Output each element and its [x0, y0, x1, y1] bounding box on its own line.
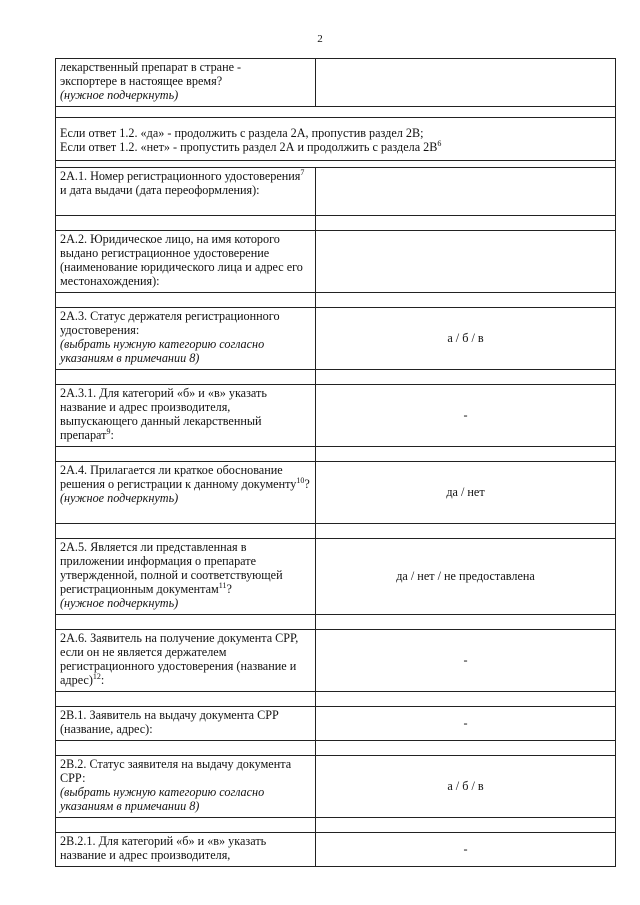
question-text: 2А.1. Номер регистрационного удостоверения — [60, 169, 301, 183]
question-text: ? — [226, 582, 232, 596]
table-row — [56, 308, 616, 370]
answer-value: да / нет — [446, 485, 485, 499]
question-cell — [56, 539, 316, 615]
note-line: Если ответ 1.2. «да» - продолжить с раздела 2А, пропустив раздел 2В; — [60, 126, 424, 140]
spacer-row — [56, 370, 616, 385]
table-row — [56, 59, 616, 107]
spacer-row — [56, 524, 616, 539]
answer-cell[interactable] — [316, 462, 616, 524]
footnote-ref: 6 — [437, 138, 442, 148]
spacer-row — [56, 216, 616, 231]
answer-value: - — [463, 653, 468, 667]
note-row — [56, 118, 616, 161]
spacer-row — [56, 447, 616, 462]
answer-value: - — [463, 716, 468, 730]
question-hint: (нужное подчеркнуть) — [60, 596, 179, 610]
question-text: 2А.2. Юридическое лицо, на имя которого выдано регистрационное удостоверение (наименование юридического лица и адрес его местонахождения): — [60, 232, 303, 288]
table-row — [56, 756, 616, 818]
answer-cell[interactable] — [316, 833, 616, 867]
question-text: 2В.1. Заявитель на выдачу документа СРР (название, адрес): — [60, 708, 279, 736]
question-hint: (выбрать нужную категорию согласно указаниям в примечании 8) — [60, 337, 265, 365]
question-cell — [56, 385, 316, 447]
question-text: 2А.5. Является ли представленная в приложении информация о препарате утвержденной, полной и соответствующей регистрационным документам — [60, 540, 283, 596]
question-text: : — [110, 428, 114, 442]
answer-value: - — [463, 842, 468, 856]
question-text: : — [100, 673, 105, 687]
table-row — [56, 462, 616, 524]
form-table — [55, 58, 616, 867]
question-hint: (нужное подчеркнуть) — [60, 491, 179, 505]
question-text: лекарственный препарат в стране - — [60, 60, 242, 74]
spacer-row — [56, 293, 616, 308]
table-row — [56, 707, 616, 741]
spacer-row — [56, 818, 616, 833]
question-cell — [56, 308, 316, 370]
question-hint: (нужное подчеркнуть) — [60, 88, 179, 102]
answer-value: да / нет / не предоставлена — [396, 569, 535, 583]
answer-cell[interactable] — [316, 308, 616, 370]
spacer-row — [56, 741, 616, 756]
answer-value: а / б / в — [447, 331, 484, 345]
form-document — [55, 58, 615, 867]
answer-value: - — [463, 408, 468, 422]
footnote-ref: 10 — [296, 475, 305, 485]
note-line: Если ответ 1.2. «нет» - пропустить раздел 2А и продолжить с раздела 2В — [60, 140, 438, 154]
spacer-row — [56, 692, 616, 707]
question-cell — [56, 630, 316, 692]
table-row — [56, 833, 616, 867]
footnote-ref: 11 — [218, 580, 227, 590]
answer-cell[interactable] — [316, 630, 616, 692]
footnote-ref: 12 — [92, 671, 101, 681]
question-text: 2А.6. Заявитель на получение документа СРР, если он не является держателем регистрационного удостоверения (название и адрес) — [60, 631, 299, 687]
answer-cell[interactable] — [316, 539, 616, 615]
question-text: 2А.4. Прилагается ли краткое обоснование решения о регистрации к данному документу — [60, 463, 297, 491]
question-text: 2В.2.1. Для категорий «б» и «в» указать название и адрес производителя, — [60, 834, 267, 862]
question-text: 2А.3. Статус держателя регистрационного удостоверения: — [60, 309, 280, 337]
answer-value: а / б / в — [447, 779, 484, 793]
note-cell — [56, 118, 616, 161]
question-hint: (выбрать нужную категорию согласно указаниям в примечании 8) — [60, 785, 265, 813]
spacer-row — [56, 161, 616, 168]
question-text: 2А.3.1. Для категорий «б» и «в» указать название и адрес производителя, выпускающего данный лекарственный препарат — [60, 386, 267, 442]
table-row — [56, 630, 616, 692]
question-cell — [56, 59, 316, 107]
answer-cell[interactable] — [316, 756, 616, 818]
question-text: 2В.2. Статус заявителя на выдачу документа СРР: — [60, 757, 292, 785]
question-text: ? — [304, 477, 310, 491]
question-cell — [56, 707, 316, 741]
question-cell — [56, 756, 316, 818]
question-cell — [56, 833, 316, 867]
table-row — [56, 168, 616, 216]
table-row — [56, 231, 616, 293]
question-text: экспортере в настоящее время? — [60, 74, 223, 88]
page-number: 2 — [317, 33, 323, 45]
answer-cell[interactable] — [316, 59, 616, 107]
spacer-row — [56, 107, 616, 118]
spacer-row — [56, 615, 616, 630]
answer-cell[interactable] — [316, 231, 616, 293]
answer-cell[interactable] — [316, 707, 616, 741]
answer-cell[interactable] — [316, 385, 616, 447]
question-cell — [56, 462, 316, 524]
footnote-ref: 7 — [300, 167, 305, 177]
table-row — [56, 539, 616, 615]
table-row — [56, 385, 616, 447]
footnote-ref: 9 — [106, 426, 111, 436]
question-cell — [56, 231, 316, 293]
answer-cell[interactable] — [316, 168, 616, 216]
question-cell — [56, 168, 316, 216]
question-text: и дата выдачи (дата переоформления): — [60, 183, 260, 197]
